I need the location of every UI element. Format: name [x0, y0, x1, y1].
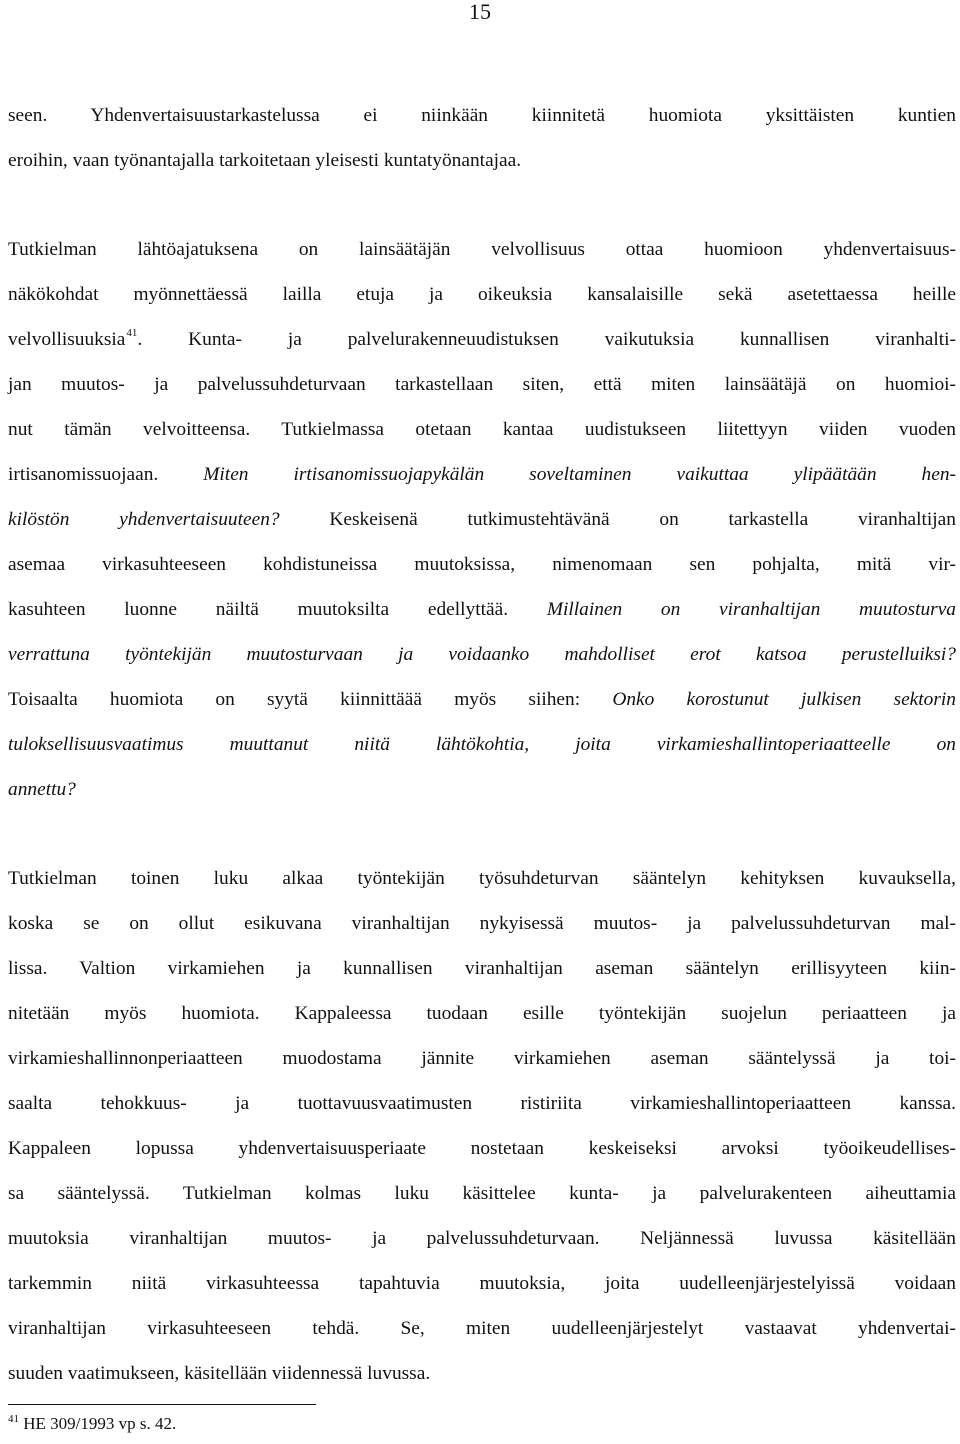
text-segment: Tutkielman toinen luku alkaa työntekijän työsuhdeturvan sääntelyn kehityksen kuvauksella, [8, 868, 956, 889]
text-segment: Tutkielman lähtöajatuksena on lainsäätäjän velvollisuus ottaa huomioon yhdenvertaisuus- [8, 239, 956, 260]
text-line [8, 407, 956, 452]
text-segment: virkamieshallinnonperiaatteen muodostama jännite virkamiehen aseman sääntelyssä ja toi- [8, 1048, 956, 1069]
text-segment: irtisanomissuojaan. [8, 464, 204, 485]
italic-text: Millainen on viranhaltijan muutosturva [546, 599, 956, 620]
text-line [8, 542, 956, 587]
text-segment: kasuhteen luonne näiltä muutoksilta edellyttää. [8, 599, 547, 620]
text-line [8, 1126, 956, 1171]
text-segment: näkökohdat myönnettäessä lailla etuja ja oikeuksia kansalaisille sekä asetettaessa heille [8, 284, 956, 305]
paragraph [8, 856, 956, 1396]
text-segment: Kappaleen lopussa yhdenvertaisuusperiaate nostetaan keskeiseksi arvoksi työoikeudellises- [8, 1138, 956, 1159]
text-line [8, 452, 956, 497]
text-line [8, 1351, 956, 1396]
footnote-text: HE 309/1993 vp s. 42. [19, 1414, 177, 1433]
text-segment: nut tämän velvoitteensa. Tutkielmassa otetaan kantaa uudistukseen liitettyyn viiden vuoden [8, 419, 956, 440]
text-segment: Keskeisenä tutkimustehtävänä on tarkastella viranhaltijan [279, 509, 956, 530]
text-line [8, 272, 956, 317]
footnote-divider [8, 1404, 316, 1405]
body-text [8, 93, 956, 1396]
text-line [8, 1216, 956, 1261]
text-segment: viranhaltijan virkasuhteeseen tehdä. Se, miten uudelleenjärjestelyt vastaavat yhdenvertai- [8, 1318, 956, 1339]
text-segment: suuden vaatimukseen, käsitellään viidennessä luvussa. [8, 1363, 431, 1384]
text-segment: . Kunta- ja palvelurakenneuudistuksen vaikutuksia kunnallisen viranhalti- [137, 329, 956, 350]
paragraph [8, 93, 956, 183]
text-segment: sa sääntelyssä. Tutkielman kolmas luku käsittelee kunta- ja palvelurakenteen aiheuttamia [8, 1183, 956, 1204]
text-line [8, 946, 956, 991]
text-line [8, 1036, 956, 1081]
italic-text: annettu? [8, 779, 76, 800]
text-line [8, 677, 956, 722]
italic-text: kilöstön yhdenvertaisuuteen? [8, 509, 280, 530]
footnote-number: 41 [8, 1413, 19, 1425]
text-line [8, 632, 956, 677]
text-line [8, 767, 956, 812]
text-segment: saalta tehokkuus- ja tuottavuusvaatimusten ristiriita virkamieshallintoperiaatteen kanssa. [8, 1093, 956, 1114]
text-segment: velvollisuuksia [8, 329, 126, 350]
italic-text: Onko korostunut julkisen sektorin [612, 689, 956, 710]
text-segment: jan muutos- ja palvelussuhdeturvaan tarkastellaan siten, että miten lainsäätäjä on huomioi- [8, 374, 956, 395]
footnote [8, 1412, 176, 1436]
text-line [8, 856, 956, 901]
text-line [8, 93, 956, 138]
footnote-reference: 41 [126, 327, 138, 339]
text-line [8, 138, 956, 183]
italic-text: tuloksellisuusvaatimus muuttanut niitä lähtökohtia, joita virkamieshallintoperiaatteelle on [8, 734, 956, 755]
text-segment: asemaa virkasuhteeseen kohdistuneissa muutoksissa, nimenomaan sen pohjalta, mitä vir- [8, 554, 956, 575]
text-line [8, 1081, 956, 1126]
text-segment: Toisaalta huomiota on syytä kiinnittäää myös siihen: [8, 689, 613, 710]
text-line [8, 991, 956, 1036]
text-line [8, 227, 956, 272]
text-line [8, 317, 956, 362]
paragraph [8, 227, 956, 812]
italic-text: Miten irtisanomissuojapykälän soveltaminen vaikuttaa ylipäätään hen- [203, 464, 957, 485]
italic-text: verrattuna työntekijän muutosturvaan ja voidaanko mahdolliset erot katsoa perustelluiksi? [8, 644, 956, 665]
text-segment: eroihin, vaan työnantajalla tarkoitetaan yleisesti kuntatyönantajaa. [8, 150, 522, 171]
text-line [8, 587, 956, 632]
text-line [8, 1306, 956, 1351]
text-line [8, 1171, 956, 1216]
text-line [8, 722, 956, 767]
text-segment: seen. Yhdenvertaisuustarkastelussa ei niinkään kiinnitetä huomiota yksittäisten kuntien [8, 105, 956, 126]
text-segment: muutoksia viranhaltijan muutos- ja palvelussuhdeturvaan. Neljännessä luvussa käsitellään [8, 1228, 956, 1249]
text-segment: koska se on ollut esikuvana viranhaltijan nykyisessä muutos- ja palvelussuhdeturvan mal- [8, 913, 956, 934]
text-line [8, 362, 956, 407]
paragraph-gap [8, 812, 956, 856]
text-segment: lissa. Valtion virkamiehen ja kunnallisen viranhaltijan aseman sääntelyn erillisyyteen kiin- [8, 958, 956, 979]
text-segment: nitetään myös huomiota. Kappaleessa tuodaan esille työntekijän suojelun periaatteen ja [8, 1003, 956, 1024]
paragraph-gap [8, 183, 956, 227]
text-line [8, 901, 956, 946]
text-line [8, 497, 956, 542]
text-line [8, 1261, 956, 1306]
text-segment: tarkemmin niitä virkasuhteessa tapahtuvia muutoksia, joita uudelleenjärjestelyissä voidaan [8, 1273, 956, 1294]
page-number: 15 [469, 0, 491, 24]
